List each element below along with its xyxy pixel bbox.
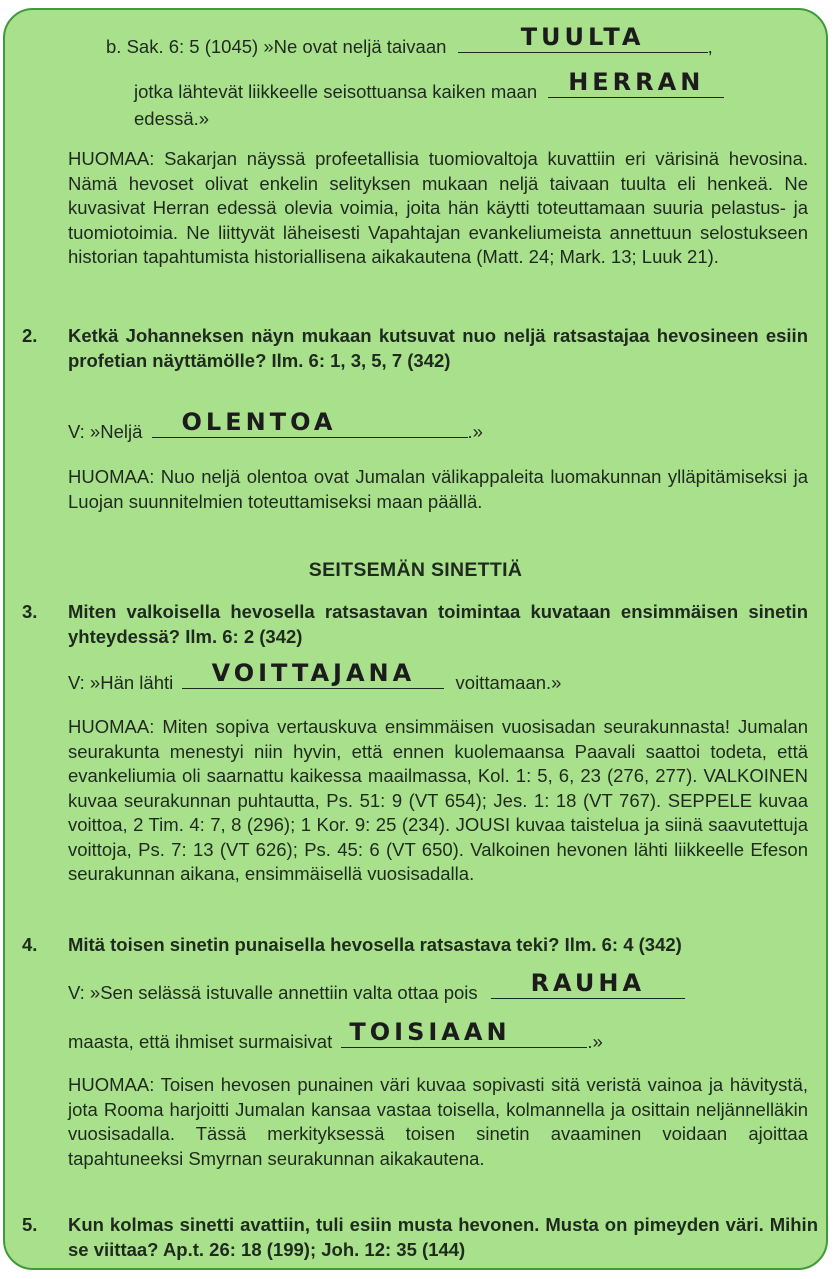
answer-prefix: maasta, että ihmiset surmaisivat (68, 1031, 333, 1052)
section-heading: SEITSEMÄN SINETTIÄ (308, 559, 523, 581)
note-sakarja: HUOMAA: Sakarjan näyssä profeetallisia tuomiovaltoja kuvattiin eri värisinä hevosina. Nämä hevoset olivat enkelin selityksen mukaan neljä taivaan tuulta eli henkeä. Ne kuvasivat Herran edessä olevia voimia, joita hän käytti toteuttamaan suuria pelastus- ja tuomiotoimia. Ne liittyvät läheisesti Vapahtajan evankeliumeista annettuun selostukseen historian tapahtumista historiallisena aikakautena (Matt. 24; Mark. 13; Luuk 21). (68, 148, 808, 267)
answer-blank-voittajana[interactable] (182, 659, 444, 689)
question-3-text: Miten valkoisella hevosella ratsastavan toimintaa kuvataan ensimmäisen sinetin yhteydessä? Ilm. 6: 2 (342) (68, 601, 808, 647)
answer-prefix: V: »Neljä (68, 421, 143, 442)
answer-blank-tuulta[interactable] (458, 23, 708, 53)
workbook-page (3, 8, 828, 1270)
handwritten-answer: TOISIAAN (349, 1018, 511, 1046)
handwritten-answer: RAUHA (530, 969, 646, 997)
question-5-text: Kun kolmas sinetti avattiin, tuli esiin musta hevonen. Musta on pimeyden väri. Mihin se viittaa? Ap.t. 26: 18 (199); Joh. 12: 35 (144) (68, 1214, 818, 1260)
answer-line-q4-a (68, 969, 685, 1005)
question-number-3: 3. (22, 601, 38, 622)
note-punainen-hevonen: HUOMAA: Toisen hevosen punainen väri kuvaa sopivasti sitä veristä vainoa ja hävitystä, jota Rooma harjoitti Jumalan kansaa vastaa toisella, kolmannella ja osittain neljännelläkin vuosisadalla. Tässä merkityksessä toisen sinetin avaaminen voidaan ajoittaa tapahtuneeksi Smyrnan seurakunnan aikakautena. (68, 1074, 808, 1169)
handwritten-answer: TUULTA (520, 23, 645, 51)
note-valkoinen-hevonen: HUOMAA: Miten sopiva vertauskuva ensimmäisen vuosisadan seurakunnasta! Jumalan seurakunta menestyi niin hyvin, että ennen kuolemaansa Paavali saattoi todeta, että evankeliumia oli saarnattu kaikessa maailmassa, Kol. 1: 5, 6, 23 (276, 277). VALKOINEN kuvaa seurakunnan puhtautta, Ps. 51: 9 (VT 654); Jes. 1: 18 (VT 767). SEPPELE kuvaa voittoa, 2 Tim. 4: 7, 8 (296); 1 Kor. 9: 25 (234). JOUSI kuvaa taistelua ja siinä saavutettuja voittoja, Ps. 7: 13 (VT 626); Ps. 45: 6 (VT 650). Valkoinen hevonen lähti liikkeelle Efeson seurakunnan aikana, ensimmäisellä vuosisadalla. (68, 716, 808, 884)
answer-line-q2 (68, 408, 483, 444)
question-number-2: 2. (22, 325, 38, 346)
question-number-5: 5. (22, 1214, 38, 1235)
handwritten-answer: VOITTAJANA (211, 659, 416, 687)
item-b-line-1 (106, 23, 713, 59)
question-number-4: 4. (22, 934, 38, 955)
item-b-line-3: edessä.» (134, 108, 210, 129)
answer-prefix: V: »Hän lähti (68, 672, 174, 693)
answer-line-q4-b (68, 1018, 603, 1054)
answer-suffix: .» (467, 421, 483, 442)
item-b-text: b. Sak. 6: 5 (1045) »Ne ovat neljä taivaan (106, 36, 447, 57)
answer-suffix: .» (587, 1031, 603, 1052)
answer-blank-rauha[interactable] (491, 969, 685, 999)
item-b-comma: , (707, 36, 713, 57)
answer-blank-toisiaan[interactable] (341, 1018, 587, 1048)
handwritten-answer: HERRAN (568, 68, 705, 96)
answer-suffix: voittamaan.» (455, 672, 562, 693)
handwritten-answer: OLENTOA (181, 408, 337, 436)
item-b-line-2 (134, 68, 724, 104)
answer-prefix: V: »Sen selässä istuvalle annettiin valta ottaa pois (68, 982, 478, 1003)
note-olennot: HUOMAA: Nuo neljä olentoa ovat Jumalan välikappaleita luomakunnan ylläpitämiseksi ja Luojan suunnitelmien toteuttamiseksi maan päällä. (68, 466, 808, 512)
answer-blank-herran[interactable] (548, 68, 724, 98)
answer-line-q3 (68, 659, 562, 695)
item-b-text-2: jotka lähtevät liikkeelle seisottuansa kaiken maan (134, 81, 538, 102)
question-2-text: Ketkä Johanneksen näyn mukaan kutsuvat nuo neljä ratsastajaa hevosineen esiin profetian näyttämölle? Ilm. 6: 1, 3, 5, 7 (342) (68, 325, 808, 371)
answer-blank-olentoa[interactable] (152, 408, 468, 438)
question-4-text: Mitä toisen sinetin punaisella hevosella ratsastava teki? Ilm. 6: 4 (342) (68, 934, 682, 955)
